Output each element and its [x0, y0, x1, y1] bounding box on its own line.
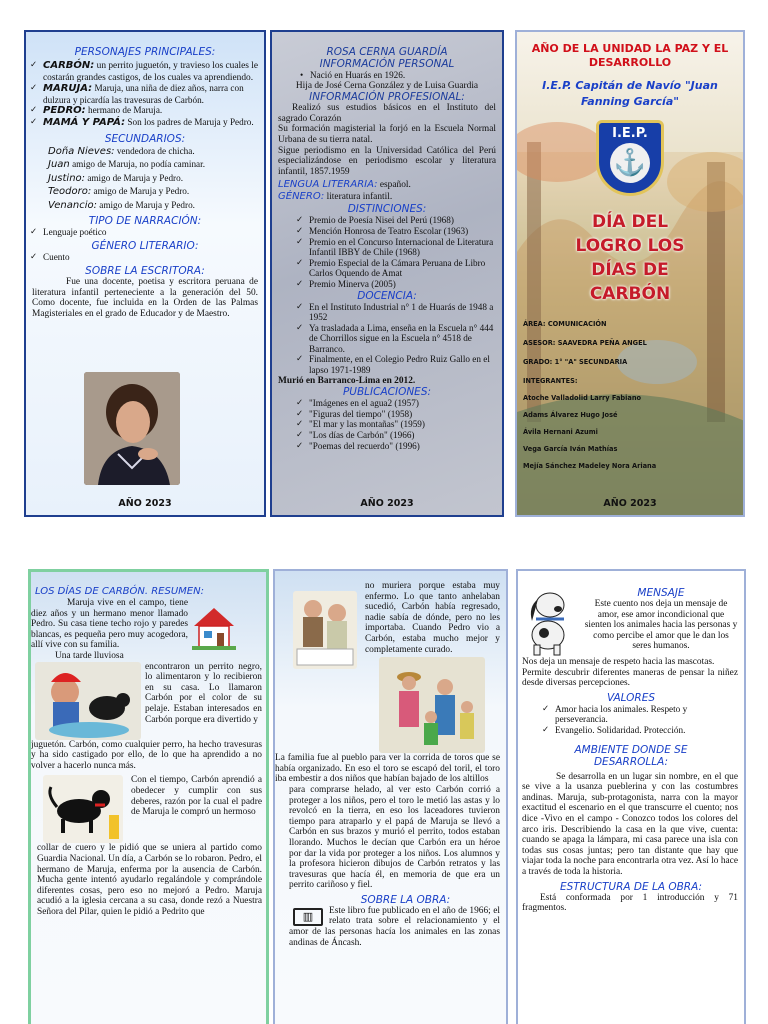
dog-icon: [43, 775, 123, 843]
list-item: Mejía Sánchez Madeley Nora Ariana: [523, 462, 657, 470]
professional-info-text-2: Su formación magisterial la forjó en la Escuela Normal Urbana de su tierra natal.: [278, 124, 496, 145]
personal-info-title: INFORMACIÓN PERSONAL: [319, 58, 455, 70]
birth-info: • Nació en Huarás en 1926.: [272, 70, 502, 81]
list-item: ✓ Premio Especial de la Cámara Peruana de Libro Carlos Oquendo de Amat: [292, 258, 494, 279]
setting-title: AMBIENTE DONDE SE DESARROLLA:: [574, 743, 688, 768]
list-item: ✓ Premio Minerva (2005): [292, 279, 494, 290]
list-item: ✓ "Los días de Carbón" (1966): [292, 430, 502, 441]
panel-message: [516, 569, 746, 1024]
list-item: ✓ PEDRO: hermano de Maruja.: [26, 105, 260, 117]
summary-title: LOS DÍAS DE CARBÓN. RESUMEN:: [35, 586, 204, 597]
summary-par-2b: encontraron un perrito negro, lo alimentaron y lo recibieron en su casa. Lo llamaron Carbón por el color de su pelaje. Estaban interesados en Carbón porque era divertido y: [145, 661, 262, 725]
list-item: Doña Nieves: vendedora de chicha.: [48, 145, 195, 157]
summary-par-5: collar de cuero y le pidió que se uniera al partido como Guardia Nacional. Un día, a Carbón se lo robaron. Pedro, el hermano de Maruja, enferma por la ausencia de Carbón. Mucha gente intentó ayudarlo regalándole y comprándole diferentes cosas, pero eso no mejoró a Pedro. Maruja acudió a la iglesia cercana a su casa, donde rezó a Nuestra Señora del Pilar, quien le pidió a Pedrito que: [37, 843, 262, 917]
list-item: ✓ Premio en el Concurso Internacional de Literatura Infantil IBBY de Chile (1968): [292, 237, 494, 258]
school-logo: [596, 120, 664, 196]
list-item: ✓ "El mar y las montañas" (1959): [292, 419, 502, 430]
message-respect: Nos deja un mensaje de respeto hacia las mascotas.: [522, 657, 715, 667]
area-info: ÁREA: COMUNICACIÓN: [523, 320, 607, 328]
panel-cover: [515, 30, 745, 517]
summary-par-6: no muriera porque estaba muy enfermo. Lo que tanto anhelaban sucedió, Carbón había regresado, nadie sabía de dónde, pero no les importaba. Cuando Pedro vio a Carbón, estaba mucho mejor y completamente curado.: [365, 581, 500, 655]
year-footer: AÑO 2023: [360, 498, 414, 509]
message-childhood: Permite descubrir diferentes maneras de pensar la niñez desde diversas percepciones.: [522, 667, 738, 689]
list-item: ✓ Ya trasladada a Lima, enseña en la Escuela n° 444 de Chorrillos sigue en la Escuela n° 4518 de Barranco.: [292, 323, 494, 355]
dog-cartoon-image: [520, 587, 576, 657]
structure-title: ESTRUCTURA DE LA OBRA:: [559, 880, 703, 893]
genre: GÉNERO: literatura infantil.: [278, 191, 393, 203]
about-work-text: Este libro fue publicado en el año de 1966; el relato trata sobre el relacionamiento y el amor de las personas hacía los animales en las zonas andinas de Áncash.: [289, 905, 500, 948]
summary-par-3: juguetón. Carbón, como cualquier perro, ha hecho travesuras y ha sido castigado por ello, de lo que ha aprendido a no volver a hacerlo nunca más.: [31, 739, 262, 771]
cover-title: DÍA DEL LOGRO LOS DÍAS DE CARBÓN: [575, 212, 685, 304]
summary-par-1: Maruja vive en el campo, tiene diez años y un hermano menor llamado Pedro. Su casa tiene techo rojo y paredes blancas, es pequeña pero muy acogedora, allí vive con su familia.: [31, 598, 266, 651]
list-item: Ávila Hernani Azumi: [523, 428, 598, 436]
list-item: Teodoro: amigo de Maruja y Pedro.: [48, 186, 190, 198]
year-footer: AÑO 2023: [603, 498, 657, 509]
narration-type-title: TIPO DE NARRACIÓN:: [88, 215, 202, 228]
panel-author-bio: [270, 30, 504, 517]
publications-list: [272, 398, 502, 451]
death-info: Murió en Barranco-Lima en 2012.: [278, 375, 416, 386]
summary-par-2a: Una tarde lluviosa: [55, 650, 124, 661]
bullfight-crowd-image: [379, 657, 485, 753]
list-item: ✓ "Imágenes en el agua2 (1957): [292, 398, 502, 409]
children-with-dog-image: [35, 662, 141, 740]
book-icon: ▥: [293, 908, 323, 926]
school-logo-text: I.E.P.: [612, 126, 648, 141]
dog-drawing-image: [43, 775, 123, 843]
literary-genre-title: GÉNERO LITERARIO:: [91, 239, 199, 252]
school-name: I.E.P. Capitán de Navío "Juan Fanning García": [542, 79, 718, 108]
anchor-icon: ⚓: [610, 143, 650, 183]
narration-type: ✓ Lenguaje poético: [26, 227, 264, 238]
list-item: ✓ "Poemas del recuerdo" (1996): [292, 441, 502, 452]
summary-par-8: para comprarse helado, al ver esto Carbón corrió a proteger a los niños, pero el toro le metió las astas y lo revolcó en la tierra, en eso los laceadores tuvieron tiempo para atraparlo y el papá de Maruja se llevó a Carbón en sus brazos y murió el perrito, todos estaban llorando. Muchos le decían que Carbón era un héroe por dar la vida por proteger a los niños. Los alumnos y la profesora hicieron dibujos de Carbón retratos y las travesuras que hacía él, en memoria de que era un perrito cariñoso y fiel.: [289, 784, 500, 891]
list-item: ✓ MARUJA: Maruja, una niña de diez años, narra con dulzura y picardía las travesuras de Carbón.: [26, 83, 260, 105]
list-item: ✓ CARBÓN: un perrito juguetón, y travieso los cuales le costarán grandes castigos, de los cuales va aprendiendo.: [26, 60, 260, 83]
list-item: Adams Álvarez Hugo José: [523, 411, 618, 419]
year-footer: AÑO 2023: [118, 498, 172, 509]
list-item: Atoche Valladolid Larry Fabiano: [523, 394, 642, 402]
list-item: ✓ En el Instituto Industrial n° 1 de Huarás de 1948 a 1952: [292, 302, 494, 323]
members-title: INTEGRANTES:: [523, 377, 578, 385]
professional-info-title: INFORMACIÓN PROFESIONAL:: [309, 91, 465, 104]
publications-title: PUBLICACIONES:: [342, 386, 432, 399]
secondary-characters-list: [26, 145, 264, 213]
crowd-icon: [379, 657, 485, 753]
members-list: [517, 394, 743, 471]
author-portrait-icon: [84, 372, 180, 485]
panel-characters: [24, 30, 266, 517]
message-text: Este cuento nos deja un mensaje de amor, ese amor incondicional que sienten los animales hacia las personas y como percibe el amor que le dan los seres humanos.: [584, 599, 738, 652]
structure-text: Está conformada por 1 introducción y 71 fragmentos.: [522, 892, 738, 914]
literary-genre: ✓ Cuento: [26, 252, 264, 263]
list-item: ✓ "Figuras del tiempo" (1958): [292, 409, 502, 420]
values-list: [518, 704, 744, 736]
teaching-list: [272, 302, 502, 376]
list-item: ✓ Mención Honrosa de Teatro Escolar (1963): [292, 226, 494, 237]
list-item: ✓ Finalmente, en el Colegio Pedro Ruiz Gallo en el lapso 1971-1989: [292, 354, 494, 375]
professional-info-text: Realizó sus estudios básicos en el Instituto del sagrado Corazón: [278, 103, 496, 124]
list-item: Vega García Iván Mathías: [523, 445, 618, 453]
list-item: Venancio: amigo de Maruja y Pedro.: [48, 199, 195, 211]
teaching-title: DOCENCIA:: [357, 289, 417, 302]
distinctions-list: [272, 215, 502, 289]
advisor-info: ASESOR: SAAVEDRA PEÑA ANGEL: [523, 339, 647, 347]
grade-info: GRADO: 1° "A" SECUNDARIA: [523, 358, 628, 366]
distinctions-title: DISTINCIONES:: [347, 203, 427, 216]
about-work-title: SOBRE LA OBRA:: [360, 893, 451, 906]
panel-summary-continued: [273, 569, 508, 1024]
parents-info: Hija de José Cerna González y de Luisa Guardia: [295, 80, 479, 91]
author-portrait-photo: [84, 372, 180, 485]
main-characters-title: PERSONAJES PRINCIPALES:: [74, 46, 216, 58]
about-author-text: Fue una docente, poetisa y escritora peruana de literatura infantil perteneciente a la generación del 50. Como docente, fue incluida en la Orden de las Palmas Magisteriales en el grado de Educador y de Maestro.: [32, 277, 258, 320]
secondary-characters-title: SECUNDARIOS:: [104, 132, 186, 145]
list-item: Juan amigo de Maruja, no podía caminar.: [48, 159, 205, 171]
summary-par-4: Con el tiempo, Carbón aprendió a obedecer y cumplir con sus deberes, razón por la cual el padre de Maruja le compró un hermoso: [131, 775, 262, 818]
list-item: ✓ Amor hacia los animales. Respeto y perseverancia.: [538, 704, 736, 725]
list-item: ✓ MAMÁ Y PAPÁ: Son los padres de Maruja y Pedro.: [26, 117, 260, 129]
literary-language: LENGUA LITERARIA: español.: [278, 179, 411, 191]
main-characters-list: [26, 60, 264, 129]
house-image: [192, 604, 236, 650]
summary-par-7: La familia fue al pueblo para ver la corrida de toros que se había organizado. En eso el toro se escapó del toril, el toro iba embestir a dos niños que habían bajado de los altillos: [275, 753, 500, 785]
values-title: VALORES: [606, 691, 656, 704]
professional-info-text-3: Sigue periodismo en la Universidad Católica del Perú especializándose en periodismo escolar y literatura infantil, 1857.1959: [278, 145, 496, 177]
about-author-title: SOBRE LA ESCRITORA:: [85, 265, 205, 278]
author-name: ROSA CERNA GUARDÍA: [326, 46, 448, 58]
year-slogan: AÑO DE LA UNIDAD LA PAZ Y EL DESARROLLO: [531, 42, 729, 69]
children-dog-icon: [35, 662, 141, 740]
cartoon-dog-icon: [520, 587, 576, 657]
list-item: Justino: amigo de Maruja y Pedro.: [48, 172, 184, 184]
house-icon: [192, 604, 236, 650]
message-title: MENSAJE: [637, 587, 685, 599]
panel-summary: [28, 569, 269, 1024]
list-item: ✓ Premio de Poesía Nisei del Perú (1968): [292, 215, 494, 226]
setting-text: Se desarrolla en un lugar sin nombre, en el que se vive a la usanza pueblerina y con las costumbres andinas. Maruja, sub-protagonista, narra con la mayor exactitud el escenario en el que transcurre el cuento; nos dice -Vivo en el campo - Conozco todos los colores del arco iris. Describiendo la casa en la que vive, cuenta: cuando se apaga la lámpara, mi casa parece una isla con todas sus cosas juntas; pero tan distante que hay que viajar toda la noche para encontrarla otra vez. Así lo hace a través de toda la historia.: [522, 771, 738, 877]
list-item: ✓ Evangelio. Solidaridad. Protección.: [538, 725, 736, 736]
